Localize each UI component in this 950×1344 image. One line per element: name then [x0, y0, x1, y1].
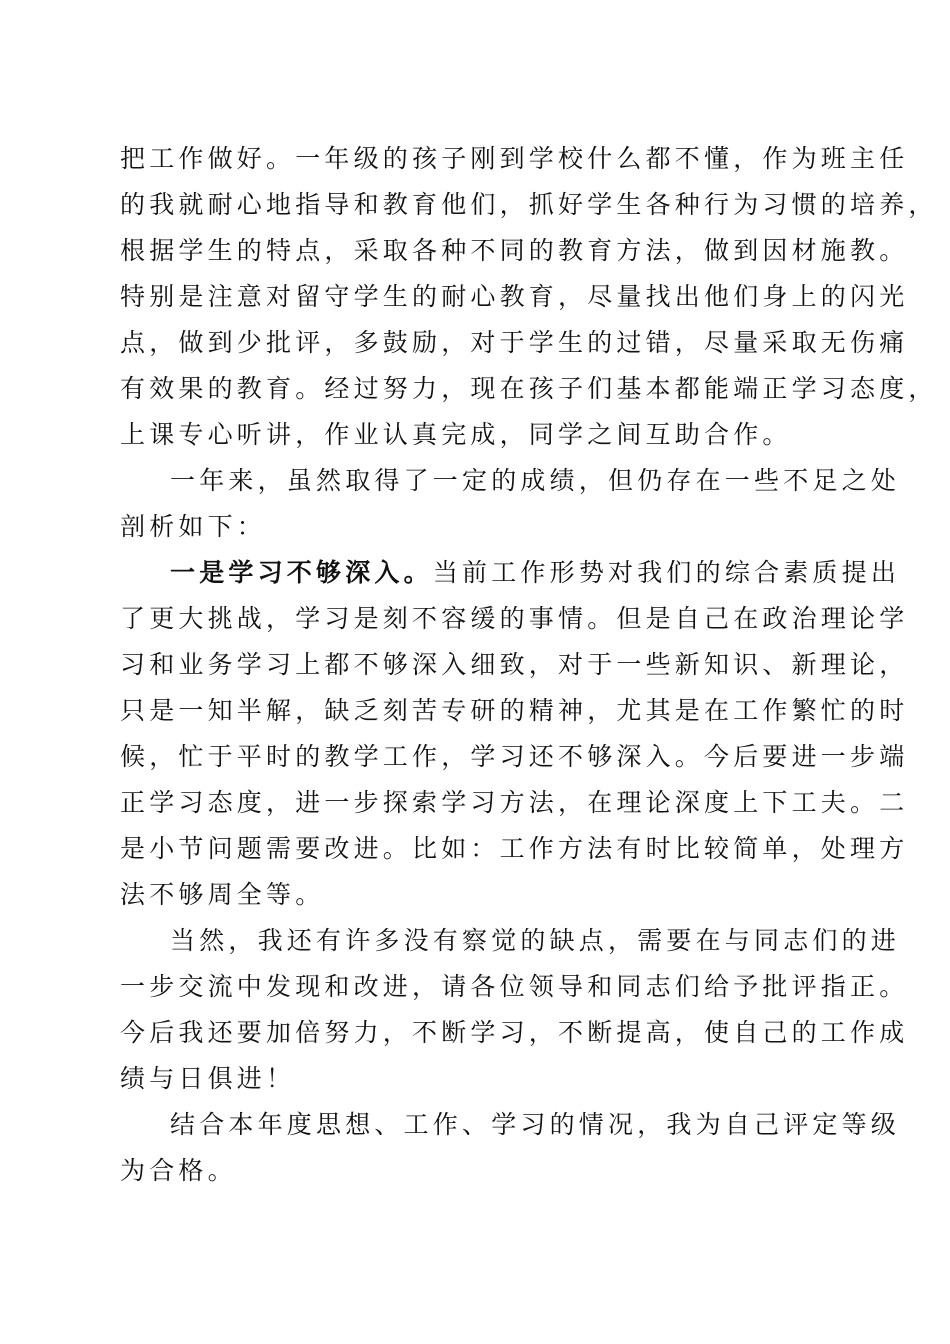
bold-lead-heading: 一是学习不够深入。 [170, 558, 433, 587]
text-line-16: 是小节问题需要改进。比如：工作方法有时比较简单，处理方 [120, 834, 909, 863]
text-line-11: 了更大挑战，学习是刻不容缓的事情。但是自己在政治理论学 [120, 604, 909, 633]
text-line-21: 绩与日俱进！ [120, 1064, 296, 1093]
text-line-10 [170, 550, 901, 596]
text-line-20: 今后我还要加倍努力，不断学习，不断提高，使自己的工作成 [120, 1018, 909, 1047]
text-line-23: 为合格。 [120, 1156, 237, 1185]
text-line-19: 一步交流中发现和改进，请各位领导和同志们给予批评指正。 [120, 972, 909, 1001]
text-line-2: 的我就耐心地指导和教育他们，抓好学生各种行为习惯的培养， [120, 190, 938, 219]
text-line-12: 习和业务学习上都不够深入细致，对于一些新知识、新理论， [120, 650, 909, 679]
text-line-3: 根据学生的特点，采取各种不同的教育方法，做到因材施教。 [120, 236, 909, 265]
text-line-5: 点，做到少批评，多鼓励，对于学生的过错，尽量采取无伤痛 [120, 328, 909, 357]
text-line-15: 正学习态度，进一步探索学习方法，在理论深度上下工夫。二 [120, 788, 909, 817]
text-line-9: 剖析如下： [120, 512, 267, 541]
text-line-18: 当然，我还有许多没有察觉的缺点，需要在与同志们的进 [170, 926, 901, 955]
text-line-4: 特别是注意对留守学生的耐心教育，尽量找出他们身上的闪光 [120, 282, 909, 311]
text-line-8: 一年来，虽然取得了一定的成绩，但仍存在一些不足之处 [170, 466, 901, 495]
text-line-7: 上课专心听讲，作业认真完成，同学之间互助合作。 [120, 420, 792, 449]
text-line-22: 结合本年度思想、工作、学习的情况，我为自己评定等级 [170, 1110, 901, 1139]
text-line-17: 法不够周全等。 [120, 880, 325, 909]
text-line-1: 把工作做好。一年级的孩子刚到学校什么都不懂，作为班主任 [120, 144, 909, 173]
text-line-10-rest: 当前工作形势对我们的综合素质提出 [432, 558, 901, 587]
text-line-6: 有效果的教育。经过努力，现在孩子们基本都能端正学习态度， [120, 374, 938, 403]
text-line-14: 候，忙于平时的教学工作，学习还不够深入。今后要进一步端 [120, 742, 909, 771]
text-line-13: 只是一知半解，缺乏刻苦专研的精神，尤其是在工作繁忙的时 [120, 696, 909, 725]
